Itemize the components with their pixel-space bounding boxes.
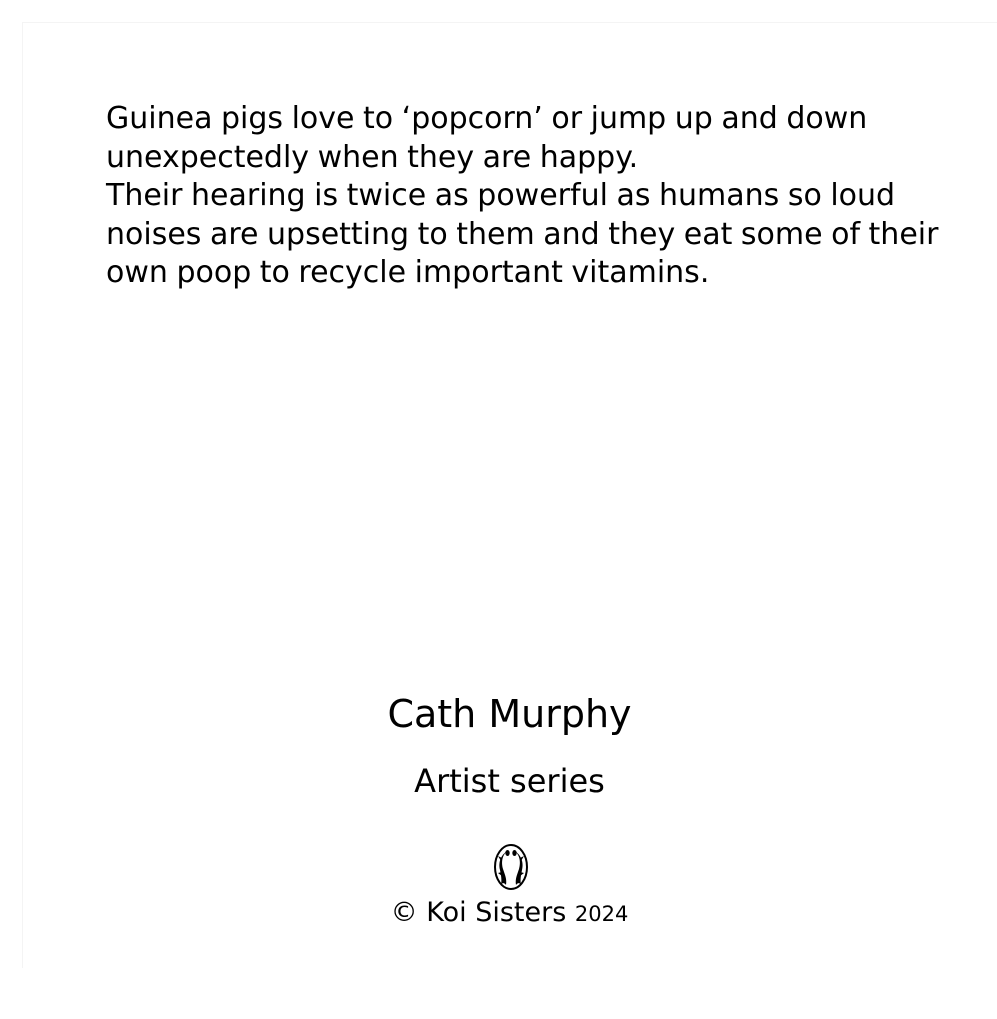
fact-line: Guinea pigs love to ‘popcorn’ or jump up and down: [106, 101, 868, 136]
copyright-year: 2024: [574, 902, 629, 926]
fact-line: noises are upsetting to them and they eat some of their: [106, 216, 939, 252]
fact-line: unexpectedly when they are happy.: [106, 139, 639, 175]
koi-fish-emblem-icon: [492, 842, 530, 892]
fact-line: own poop to recycle important vitamins.: [106, 255, 710, 290]
artist-name: Cath Murphy: [387, 692, 632, 736]
fact-line: Their hearing is twice as powerful as humans so loud: [106, 178, 896, 213]
guinea-pig-fact: [106, 100, 966, 293]
copyright-owner: © Koi Sisters: [390, 897, 567, 928]
series-label: Artist series: [414, 762, 605, 800]
copyright-notice: [0, 894, 997, 933]
